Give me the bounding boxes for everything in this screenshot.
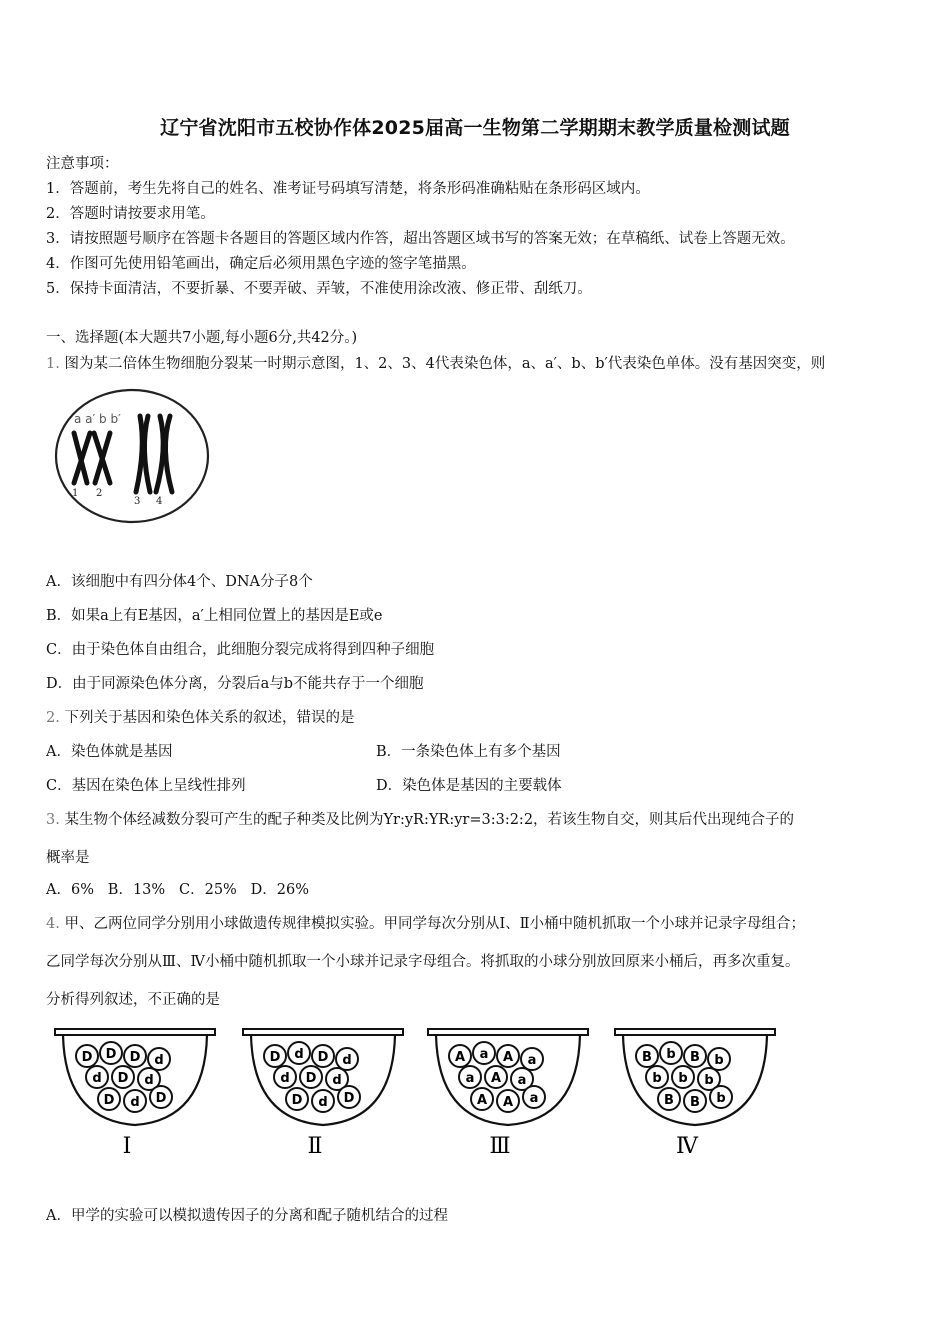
ball-label: D <box>269 1050 281 1065</box>
bucket-label: Ⅳ <box>676 1134 698 1159</box>
ball-label: D <box>129 1050 141 1065</box>
ball-label: D <box>105 1047 117 1062</box>
notice-item-1: 1．答题前，考生先将自己的姓名、准考证号码填写清楚，将条形码准确粘贴在条形码区域内。 <box>46 181 650 197</box>
ball-label: B <box>642 1050 652 1065</box>
question-3-cont: 概率是 <box>46 850 90 866</box>
bucket-1 <box>55 1029 215 1159</box>
q2-option-c: C．基因在染色体上呈线性排列 <box>46 778 246 794</box>
ball-label: D <box>155 1091 167 1106</box>
chrom-label-1: 1 <box>72 488 79 499</box>
ball-label: a <box>465 1071 475 1086</box>
ball-label: A <box>476 1093 488 1108</box>
section-heading: 一、选择题(本大题共7小题,每小题6分,共42分。) <box>46 330 358 346</box>
q1-option-c: C．由于染色体自由组合，此细胞分裂完成将得到四种子细胞 <box>46 642 435 658</box>
q2-option-a: A．染色体就是基因 <box>46 744 173 760</box>
question-number: 3. <box>46 812 60 828</box>
question-number: 1. <box>46 356 60 372</box>
ball-label: A <box>454 1050 466 1065</box>
notice-heading: 注意事项： <box>46 156 119 172</box>
ball-label: d <box>294 1047 304 1062</box>
question-text: 下列关于基因和染色体关系的叙述，错误的是 <box>64 710 355 726</box>
chromosome-2 <box>94 433 110 483</box>
question-3 <box>46 808 794 829</box>
question-4 <box>46 912 805 933</box>
bucket-label: Ⅰ <box>122 1134 132 1159</box>
bucket-2 <box>243 1029 403 1159</box>
bucket-label: Ⅲ <box>489 1134 511 1159</box>
chrom-label-2: 2 <box>96 488 103 499</box>
ball-label: D <box>343 1091 355 1106</box>
ball-label: A <box>490 1071 502 1086</box>
ball-label: d <box>280 1071 290 1086</box>
notice-item-2: 2．答题时请按要求用笔。 <box>46 206 215 222</box>
bucket-label: Ⅱ <box>307 1134 323 1159</box>
q1-option-b: B．如果a上有E基因，a′上相同位置上的基因是E或e <box>46 608 383 624</box>
ball-label: d <box>130 1095 140 1110</box>
ball-label: D <box>291 1093 303 1108</box>
buckets-figure <box>50 1025 790 1165</box>
ball-label: b <box>704 1073 714 1088</box>
ball-label: b <box>714 1053 724 1068</box>
q3-options: A．6% B．13% C．25% D．26% <box>46 882 310 898</box>
ball-label: d <box>154 1053 164 1068</box>
bucket-3 <box>428 1029 588 1159</box>
ball-label: D <box>81 1050 93 1065</box>
chromosome-1 <box>74 433 90 483</box>
q1-option-d: D．由于同源染色体分离，分裂后a与b不能共存于一个细胞 <box>46 676 424 692</box>
ball-label: B <box>690 1095 700 1110</box>
chrom-label-4: 4 <box>156 496 163 507</box>
notice-item-3: 3．请按照题号顺序在答题卡各题目的答题区域内作答，超出答题区域书写的答案无效；在草稿纸、试卷上答题无效。 <box>46 231 795 247</box>
ball-label: d <box>318 1095 328 1110</box>
cell-division-figure <box>52 388 212 528</box>
ball-label: D <box>117 1071 129 1086</box>
ball-label: D <box>317 1050 329 1065</box>
question-text: 某生物个体经减数分裂可产生的配子种类及比例为Yr:yR:YR:yr=3:3:2:2，若该生物自交，则其后代出现纯合子的 <box>64 812 795 828</box>
chromosome-4 <box>156 416 172 492</box>
ball-label: d <box>92 1071 102 1086</box>
ball-label: d <box>144 1073 154 1088</box>
ball-label: A <box>502 1095 514 1110</box>
bucket-4 <box>615 1029 775 1159</box>
ball-label: d <box>342 1053 352 1068</box>
chromosome-3 <box>136 416 150 492</box>
q2-option-b: B．一条染色体上有多个基因 <box>376 744 561 760</box>
ball-label: b <box>678 1071 688 1086</box>
notice-item-5: 5．保持卡面清洁，不要折暴、不要弄破、弄皱，不准使用涂改液、修正带、刮纸刀。 <box>46 281 592 297</box>
q2-option-d: D．染色体是基因的主要载体 <box>376 778 562 794</box>
ball-label: a <box>527 1053 537 1068</box>
ball-label: b <box>666 1047 676 1062</box>
ball-label: b <box>652 1071 662 1086</box>
ball-label: a <box>479 1047 489 1062</box>
ball-label: B <box>664 1093 674 1108</box>
ball-label: b <box>716 1091 726 1106</box>
ball-label: D <box>305 1071 317 1086</box>
ball-label: a <box>529 1091 539 1106</box>
ball-label: A <box>502 1050 514 1065</box>
ball-label: D <box>103 1093 115 1108</box>
question-number: 4. <box>46 916 60 932</box>
ball-label: B <box>690 1050 700 1065</box>
ball-label: d <box>332 1073 342 1088</box>
notice-item-4: 4．作图可先使用铅笔画出，确定后必须用黑色字迹的签字笔描黑。 <box>46 256 476 272</box>
chromatid-labels: a a′ b b′ <box>74 412 121 426</box>
question-4-cont: 乙同学每次分别从Ⅲ、Ⅳ小桶中随机抓取一个小球并记录字母组合。将抓取的小球分别放回原来小桶后，再多次重复。 <box>46 954 800 970</box>
q1-option-a: A．该细胞中有四分体4个、DNA分子8个 <box>46 574 313 590</box>
ball-label: a <box>517 1073 527 1088</box>
q4-option-a: A．甲学的实验可以模拟遗传因子的分离和配子随机结合的过程 <box>46 1208 448 1224</box>
question-text: 甲、乙两位同学分别用小球做遗传规律模拟实验。甲同学每次分别从Ⅰ、Ⅱ小桶中随机抓取一个小球并记录字母组合； <box>64 916 806 932</box>
question-4-cont2: 分析得列叙述，不正确的是 <box>46 992 220 1008</box>
question-2 <box>46 706 354 727</box>
page-title: 辽宁省沈阳市五校协作体2025届高一生物第二学期期末教学质量检测试题 <box>160 117 790 139</box>
question-text: 图为某二倍体生物细胞分裂某一时期示意图，1、2、3、4代表染色体，a、a′、b、b′代表染色单体。没有基因突变，则 <box>64 356 826 372</box>
chrom-label-3: 3 <box>134 496 141 507</box>
question-number: 2. <box>46 710 60 726</box>
question-1 <box>46 352 825 373</box>
